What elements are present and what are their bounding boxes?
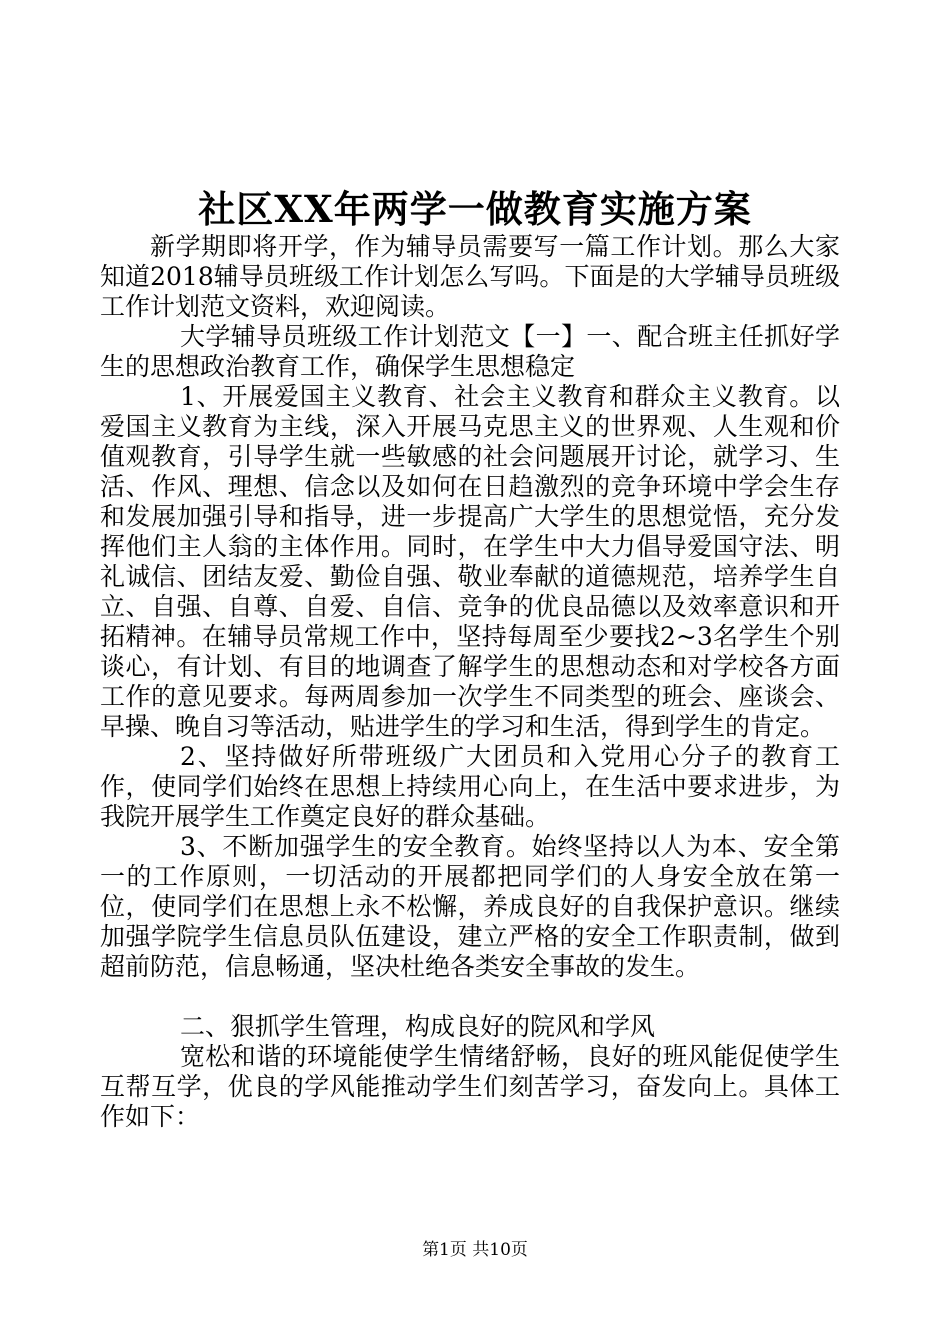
document-body — [100, 232, 840, 1132]
paragraph-gap — [100, 982, 840, 1012]
document-title: 社区XX年两学一做教育实施方案 — [198, 187, 752, 231]
page-footer: 第1页 共10页 — [422, 1240, 528, 1260]
item-1-paragraph: 1、开展爱国主义教育、社会主义教育和群众主义教育。以爱国主义教育为主线，深入开展马克思主义的世界观、人生观和价值观教育，引导学生就一些敏感的社会问题展开讨论，就学习、生活、作风、理想、信念以及如何在日趋激烈的竞争环境中学会生存和发展加强引导和指导，进一步提高广大学生的思想觉悟，充分发挥他们主人翁的主体作用。同时，在学生中大力倡导爱国守法、明礼诚信、团结友爱、勤俭自强、敬业奉献的道德规范，培养学生自立、自强、自尊、自爱、自信、竞争的优良品德以及效率意识和开拓精神。在辅导员常规工作中，坚持每周至少要找2~3名学生个别谈心，有计划、有目的地调查了解学生的思想动态和对学校各方面工作的意见要求。每两周参加一次学生不同类型的班会、座谈会、早操、晚自习等活动，贴进学生的学习和生活，得到学生的肯定。 — [100, 382, 840, 741]
section-two-heading: 二、狠抓学生管理，构成良好的院风和学风 — [180, 1012, 656, 1041]
item-3-paragraph: 3、不断加强学生的安全教育。始终坚持以人为本、安全第一的工作原则，一切活动的开展都把同学们的人身安全放在第一位，使同学们在思想上永不松懈，养成良好的自我保护意识。继续加强学院学生信息员队伍建设，建立严格的安全工作职责制，做到超前防范，信息畅通，坚决杜绝各类安全事故的发生。 — [100, 832, 840, 981]
section-one-heading-paragraph: 大学辅导员班级工作计划范文【一】一、配合班主任抓好学生的思想政治教育工作，确保学生思想稳定 — [100, 322, 840, 381]
item-2-paragraph: 2、坚持做好所带班级广大团员和入党用心分子的教育工作，使同学们始终在思想上持续用心向上，在生活中要求进步，为我院开展学生工作奠定良好的群众基础。 — [100, 742, 840, 831]
intro-paragraph: 新学期即将开学，作为辅导员需要写一篇工作计划。那么大家知道2018辅导员班级工作计划怎么写吗。下面是的大学辅导员班级工作计划范文资料，欢迎阅读。 — [100, 232, 840, 321]
section-two-paragraph: 宽松和谐的环境能使学生情绪舒畅，良好的班风能促使学生互帮互学，优良的学风能推动学生们刻苦学习，奋发向上。具体工作如下： — [100, 1042, 840, 1131]
